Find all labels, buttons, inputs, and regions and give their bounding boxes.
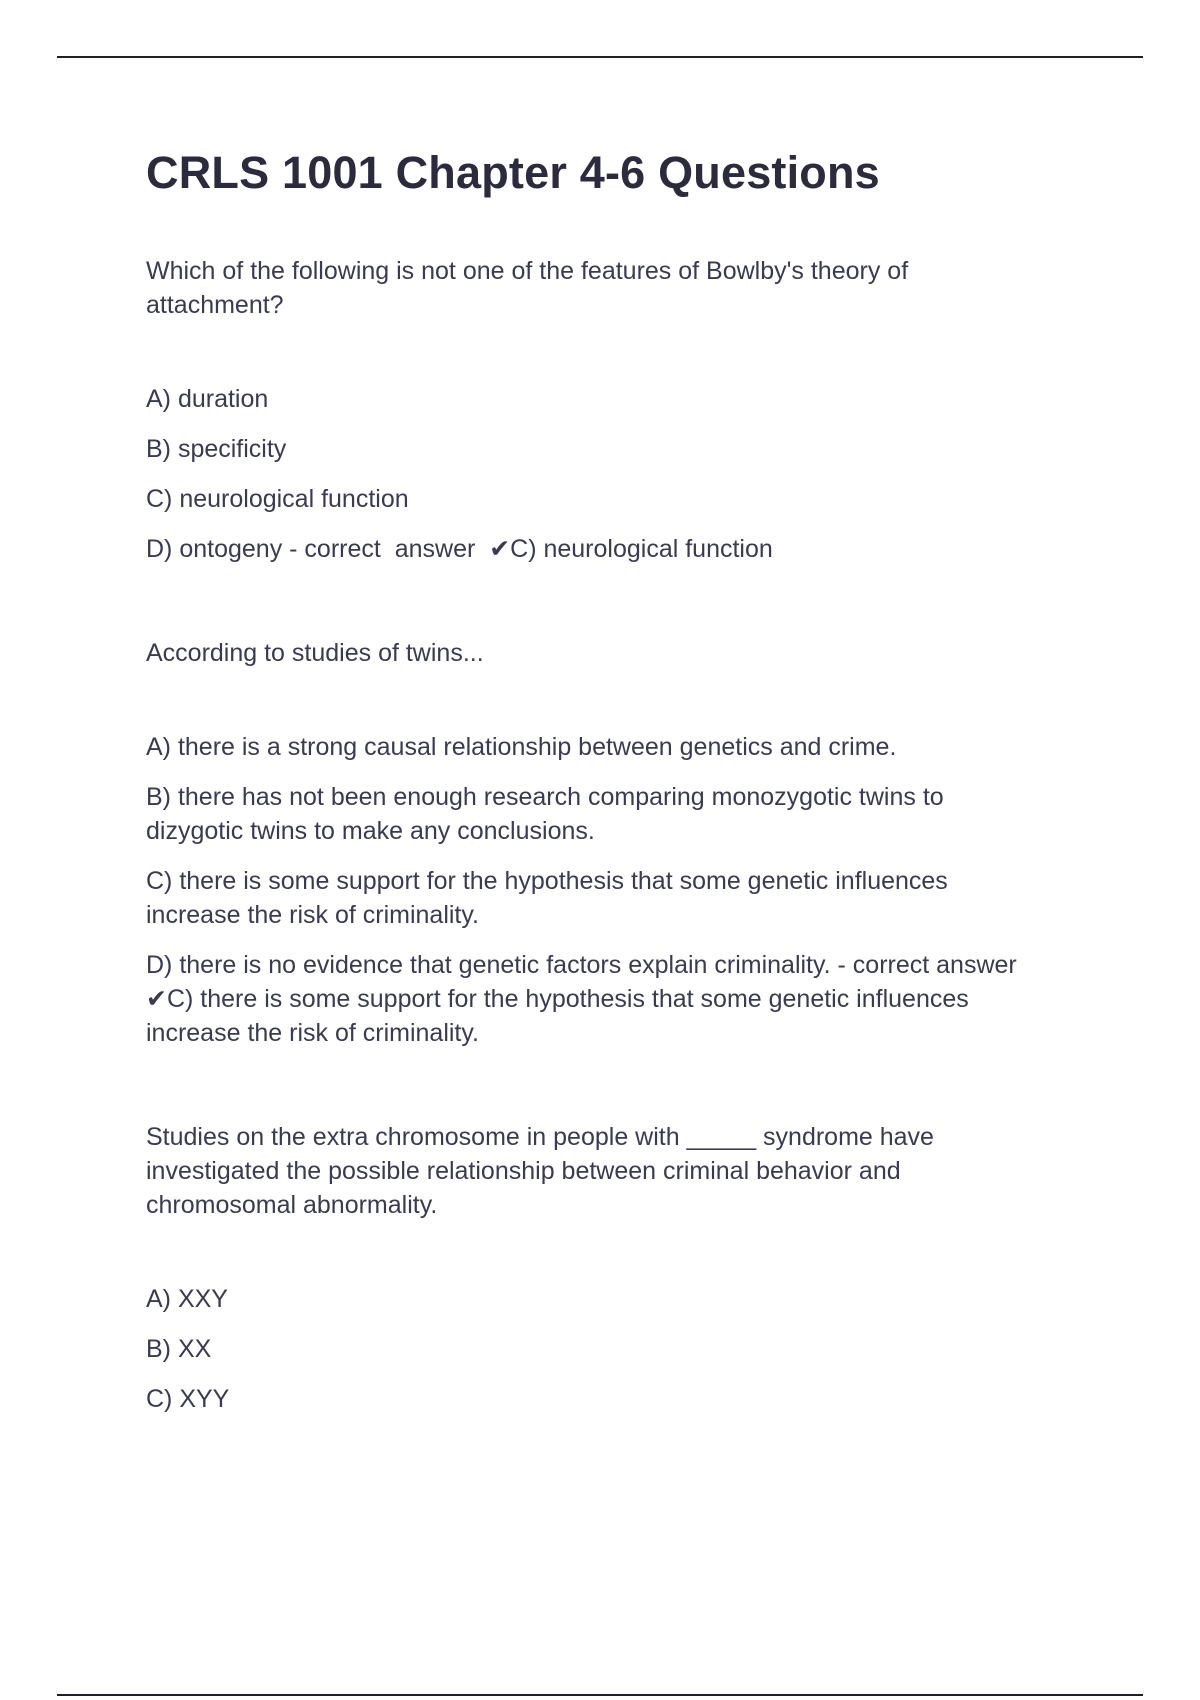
question-1 (146, 254, 1046, 566)
question-prompt: Which of the following is not one of the features of Bowlby's theory of attachment? (146, 257, 909, 319)
option-c: C) XYY (146, 1385, 230, 1413)
question-2 (146, 636, 1046, 1050)
option-c: C) neurological function (146, 485, 409, 513)
question-3 (146, 1120, 1046, 1416)
option-list (146, 730, 1046, 1050)
option-list (146, 382, 1046, 566)
document-title: CRLS 1001 Chapter 4-6 Questions (146, 147, 880, 198)
option-list (146, 1282, 1046, 1416)
option-a: A) XXY (146, 1285, 228, 1313)
question-prompt: Studies on the extra chromosome in people with _____ syndrome have investigated the possible relationship between criminal behavior and chromosomal abnormality. (146, 1123, 934, 1219)
option-b: B) XX (146, 1335, 212, 1363)
question-prompt: According to studies of twins... (146, 639, 484, 667)
document-body (146, 140, 1046, 1416)
option-b: B) there has not been enough research comparing monozygotic twins to dizygotic twins to make any conclusions. (146, 783, 944, 845)
bottom-rule (57, 1694, 1143, 1696)
top-rule (57, 56, 1143, 58)
option-b: B) specificity (146, 435, 287, 463)
option-c: C) there is some support for the hypothesis that some genetic influences increase the risk of criminality. (146, 867, 948, 929)
option-d-with-answer: D) there is no evidence that genetic factors explain criminality. - correct answer ✔C) there is some support for the hypothesis that some genetic influences increase the risk of criminality. (146, 951, 1031, 1047)
option-a: A) duration (146, 385, 269, 413)
option-d-with-answer: D) ontogeny - correct answer ✔C) neurological function (146, 535, 773, 563)
option-a: A) there is a strong causal relationship between genetics and crime. (146, 733, 897, 761)
